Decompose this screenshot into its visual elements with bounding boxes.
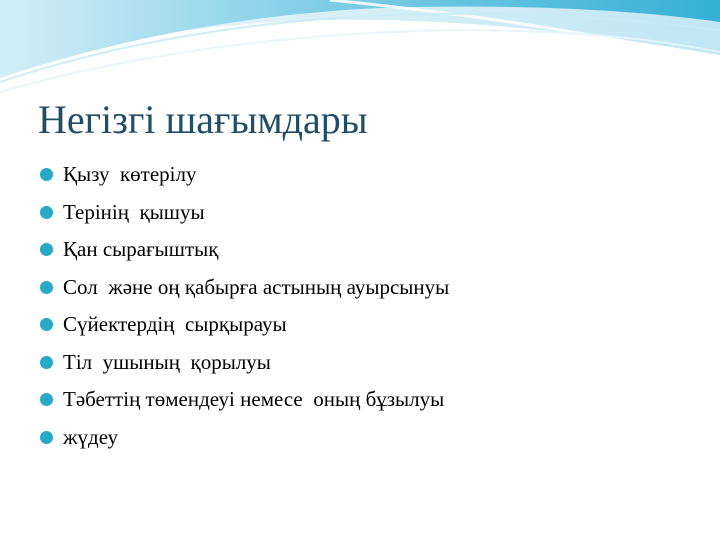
list-item-text: Терінің қышуы [63, 199, 205, 224]
list-item-text: жүдеу [63, 424, 118, 449]
list-item-text: Тәбеттің төмендеуі немесе оның бұзылуы [63, 387, 445, 412]
list-item-text: Қызу көтерілу [63, 162, 197, 187]
bullet-dot-icon [40, 393, 53, 406]
list-item-text: Сүйектердің сырқырауы [63, 312, 287, 337]
list-item [40, 344, 449, 382]
bullet-dot-icon [40, 318, 53, 331]
list-item [40, 231, 449, 269]
list-item [40, 269, 449, 307]
bullet-dot-icon [40, 243, 53, 256]
slide-title: Негізгі шағымдары [38, 97, 368, 142]
bullet-dot-icon [40, 356, 53, 369]
list-item [40, 381, 449, 419]
list-item [40, 156, 449, 194]
list-item [40, 194, 449, 232]
list-item-text: Тіл ушының қорылуы [63, 349, 271, 374]
list-item-text: Сол және оң қабырға астының ауырсынуы [63, 274, 450, 299]
list-item [40, 306, 449, 344]
list-item [40, 419, 449, 457]
list-item-text: Қан сырағыштық [63, 237, 219, 262]
bullet-dot-icon [40, 206, 53, 219]
bullet-dot-icon [40, 168, 53, 181]
bullet-dot-icon [40, 431, 53, 444]
bullet-list [40, 156, 449, 456]
bullet-dot-icon [40, 281, 53, 294]
